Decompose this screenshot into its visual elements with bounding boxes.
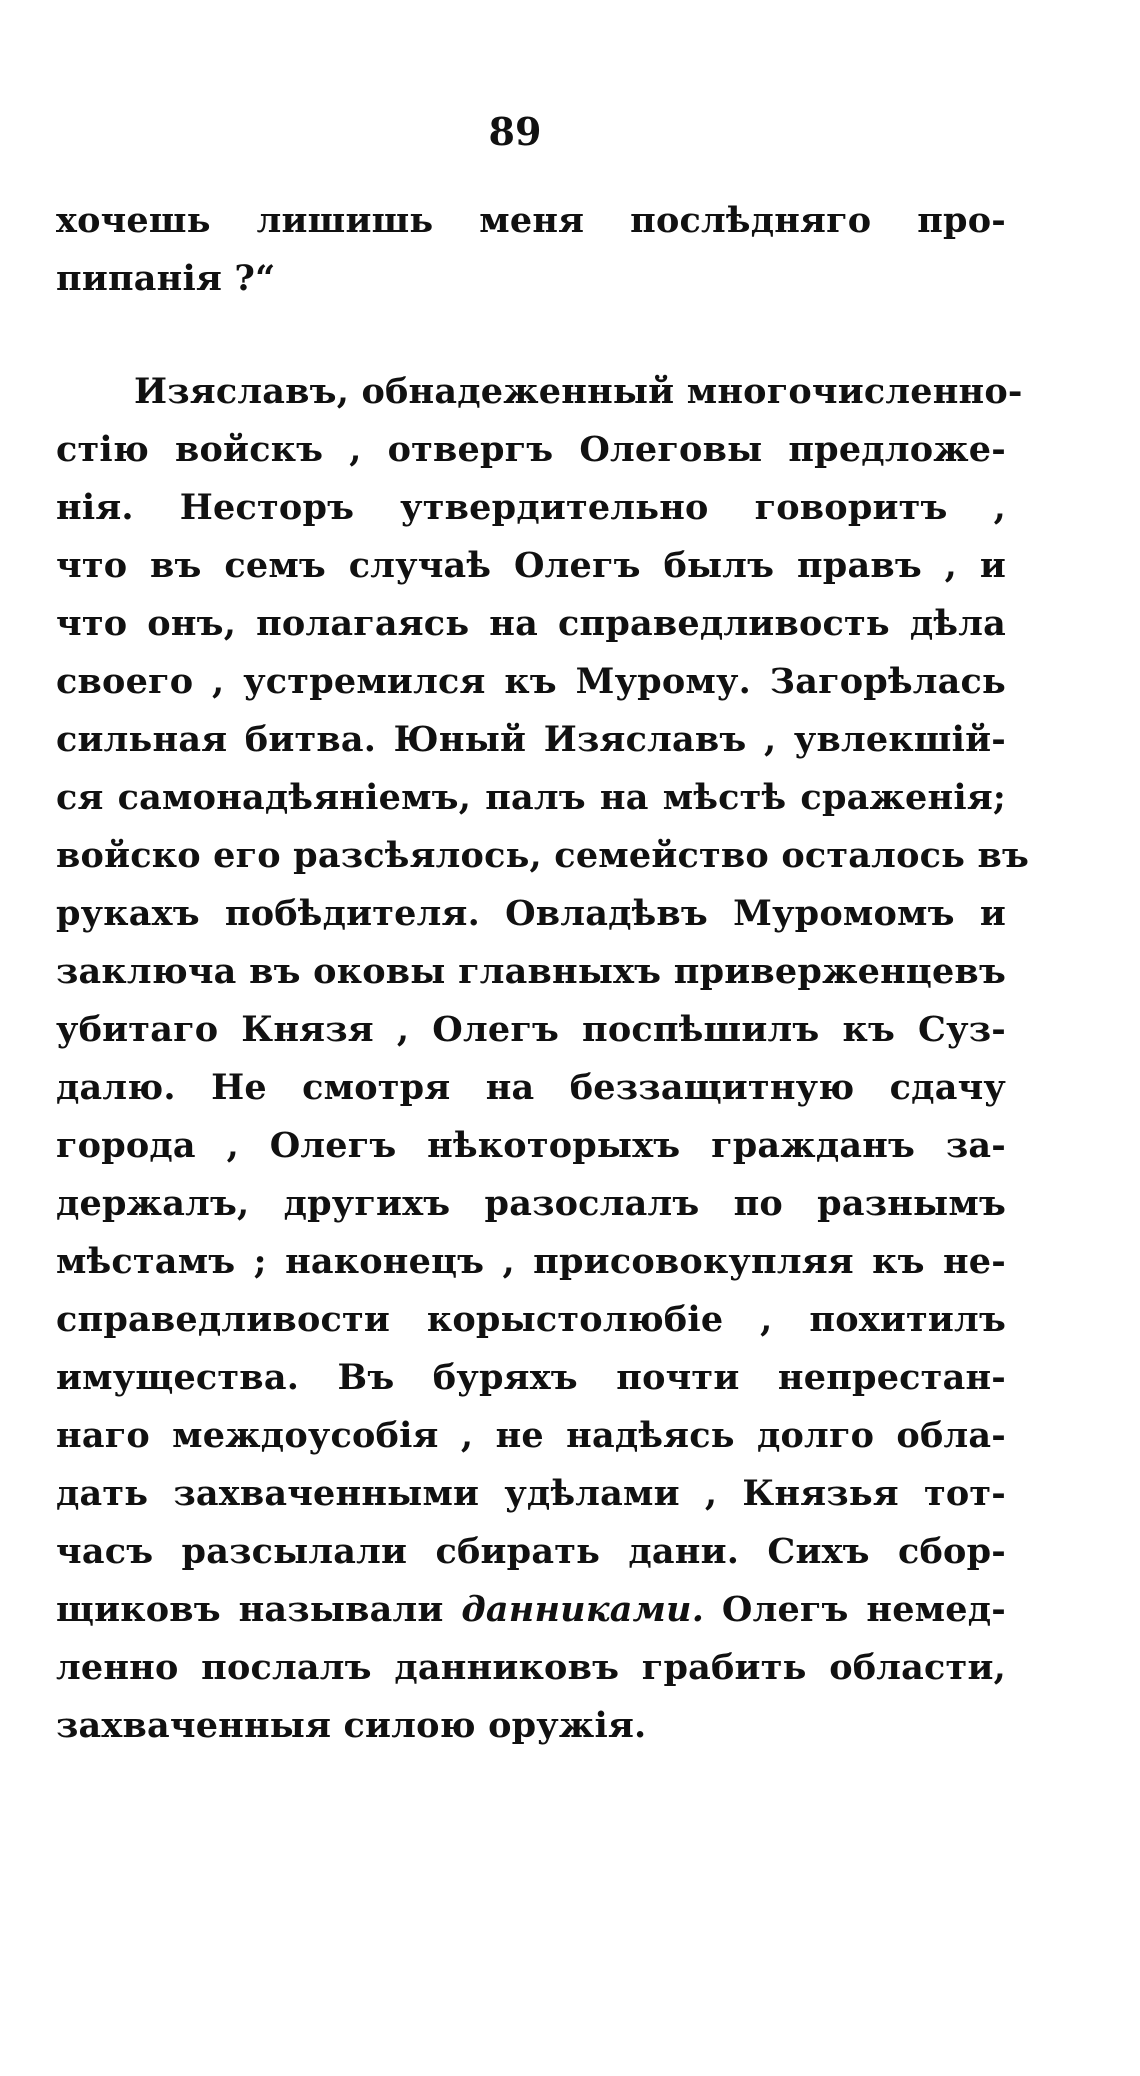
text-line: что въ семъ случаѣ Олегъ былъ правъ , и <box>56 545 1006 586</box>
text-line: держалъ, другихъ разослалъ по разнымъ <box>56 1183 1006 1224</box>
italic-term: данниками. <box>461 1589 705 1630</box>
text-line-with-italic <box>56 1581 1006 1639</box>
text-line: хочешь лишишь меня послѣдняго про- <box>56 200 1006 241</box>
text-line: мѣстамъ ; наконецъ , присовокупляя къ не- <box>56 1241 1006 1282</box>
text-line: наго междоусобія , не надѣясь долго обла- <box>56 1415 1006 1456</box>
text-line: ся самонадѣяніемъ, палъ на мѣстѣ сраженія; <box>56 777 1006 818</box>
text-segment: щиковъ называли <box>56 1589 444 1630</box>
text-line: Изяславъ, обнадеженный многочисленно- <box>134 371 1023 412</box>
text-line: дать захваченными удѣлами , Князья тот- <box>56 1473 1006 1514</box>
text-line: войско его разсѣялось, семейство осталось въ <box>56 835 1030 876</box>
text-line: захваченныя силою оружія. <box>56 1705 647 1746</box>
text-line: города , Олегъ нѣкоторыхъ гражданъ за- <box>56 1125 1006 1166</box>
text-line: сильная битва. Юный Изяславъ , увлекшій- <box>56 719 1006 760</box>
text-line: пипанія ?“ <box>56 258 276 299</box>
text-line: далю. Не смотря на беззащитную сдачу <box>56 1067 1006 1108</box>
page-number: 89 <box>488 109 542 154</box>
text-line: своего , устремился къ Мурому. Загорѣлась <box>56 661 1006 702</box>
text-line: ленно послалъ данниковъ грабить области, <box>56 1647 1006 1688</box>
text-line: рукахъ побѣдителя. Овладѣвъ Муромомъ и <box>56 893 1006 934</box>
paragraph-continuation <box>56 192 1006 308</box>
text-line: заключа въ оковы главныхъ приверженцевъ <box>56 951 1006 992</box>
text-line: нія. Несторъ утвердительно говоритъ , <box>56 487 1006 528</box>
text-line: справедливости корыстолюбіе , похитилъ <box>56 1299 1006 1340</box>
text-segment: Олегъ немед- <box>721 1589 1006 1630</box>
text-line: часъ разсылали сбирать дани. Сихъ сбор- <box>56 1531 1006 1572</box>
text-line: стію войскъ , отвергъ Олеговы предложе- <box>56 429 1006 470</box>
text-line: имущества. Въ буряхъ почти непрестан- <box>56 1357 1006 1398</box>
text-line: убитаго Князя , Олегъ поспѣшилъ къ Суз- <box>56 1009 1006 1050</box>
text-line: что онъ, полагаясь на справедливость дѣла <box>56 603 1006 644</box>
paragraph-main <box>56 363 1030 1755</box>
